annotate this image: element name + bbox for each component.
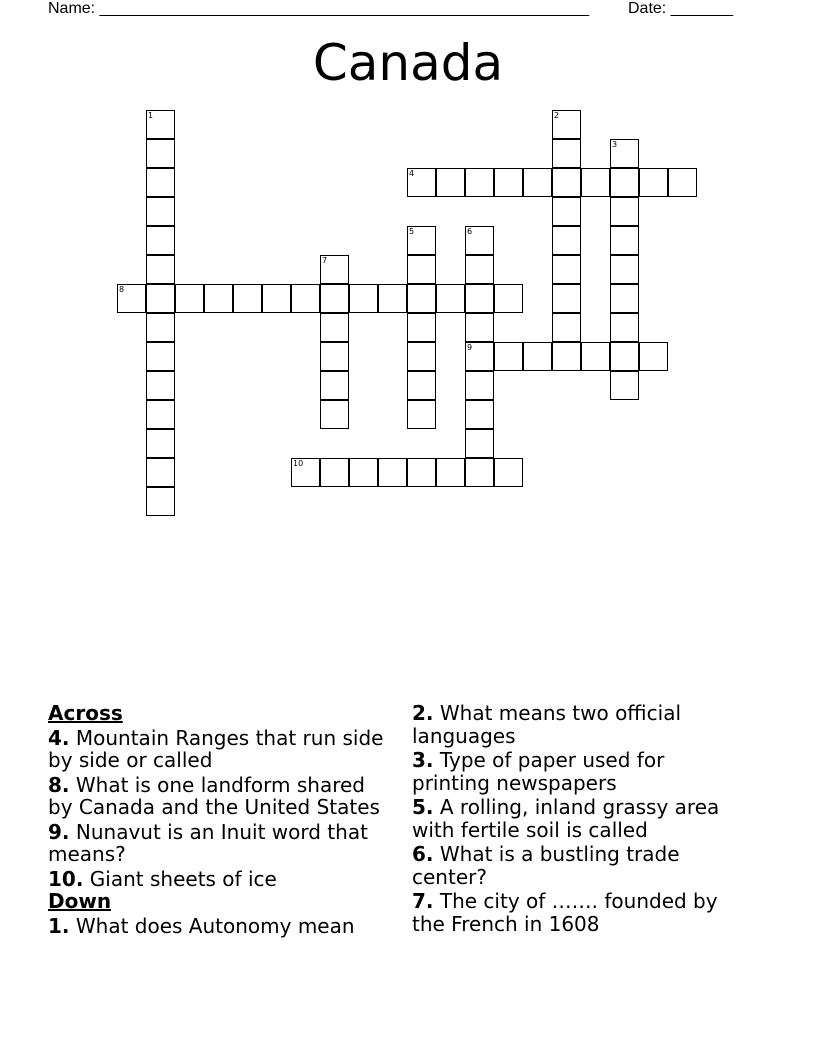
crossword-cell[interactable] (610, 342, 639, 371)
clue-number: 3. (412, 748, 434, 772)
clue-text: A rolling, inland grassy area with fertile soil is called (412, 795, 720, 842)
crossword-cell[interactable] (378, 458, 407, 487)
clue-number: 4. (48, 725, 70, 750)
cell-number: 4 (409, 169, 415, 178)
clue-number: 7. (412, 889, 434, 913)
crossword-cell[interactable] (291, 458, 320, 487)
cell-number: 5 (409, 227, 415, 236)
crossword-cell[interactable] (436, 284, 465, 313)
crossword-cell[interactable] (610, 284, 639, 313)
crossword-cell[interactable] (465, 458, 494, 487)
crossword-cell[interactable] (320, 458, 349, 487)
crossword-cell[interactable] (407, 255, 436, 284)
clue-text: Giant sheets of ice (89, 866, 277, 891)
crossword-cell[interactable] (407, 458, 436, 487)
clue-number: 8. (48, 772, 70, 797)
crossword-cell[interactable] (465, 313, 494, 342)
crossword-cell[interactable] (494, 168, 523, 197)
down-heading: Down (48, 889, 112, 913)
crossword-cell[interactable] (407, 226, 436, 255)
clue-text: Mountain Ranges that run side by side or called (48, 725, 384, 772)
clues-right-column (412, 702, 742, 937)
crossword-cell[interactable] (523, 168, 552, 197)
crossword-cell[interactable] (494, 342, 523, 371)
cell-number: 7 (322, 256, 328, 265)
across-heading: Across (48, 701, 123, 725)
crossword-cell[interactable] (610, 313, 639, 342)
crossword-cell[interactable] (610, 226, 639, 255)
clue-text: What does Autonomy mean (75, 913, 355, 938)
crossword-cell[interactable] (581, 342, 610, 371)
crossword-cell[interactable] (552, 284, 581, 313)
crossword-cell[interactable] (668, 168, 697, 197)
clue-number: 6. (412, 842, 434, 866)
crossword-cell[interactable] (465, 226, 494, 255)
crossword-cell[interactable] (639, 168, 668, 197)
crossword-cell[interactable] (320, 313, 349, 342)
clue-number: 1. (48, 913, 70, 938)
crossword-cell[interactable] (610, 168, 639, 197)
crossword-cell[interactable] (146, 139, 175, 168)
cell-number: 6 (467, 227, 473, 236)
crossword-cell[interactable] (146, 400, 175, 429)
crossword-cell[interactable] (291, 284, 320, 313)
clue-down-7 (412, 890, 742, 935)
cell-number: 1 (148, 111, 154, 120)
clue-down-6 (412, 843, 742, 888)
crossword-cell[interactable] (146, 110, 175, 139)
crossword-cell[interactable] (175, 284, 204, 313)
crossword-cell[interactable] (610, 371, 639, 400)
crossword-cell[interactable] (320, 342, 349, 371)
crossword-cell[interactable] (610, 255, 639, 284)
crossword-cell[interactable] (639, 342, 668, 371)
crossword-cell[interactable] (610, 197, 639, 226)
crossword-cell[interactable] (494, 284, 523, 313)
cell-number: 10 (293, 459, 304, 468)
crossword-cell[interactable] (320, 255, 349, 284)
crossword-cell[interactable] (407, 400, 436, 429)
clue-down-5 (412, 796, 742, 841)
date-field-label: Date: _______ (628, 0, 733, 17)
crossword-cell[interactable] (407, 371, 436, 400)
clue-down-2 (412, 702, 742, 747)
clue-text: What is one landform shared by Canada and the United States (48, 772, 380, 819)
crossword-cell[interactable] (320, 284, 349, 313)
clue-number: 10. (48, 866, 84, 891)
clue-number: 2. (412, 701, 434, 725)
crossword-cell[interactable] (465, 400, 494, 429)
clue-across-8 (48, 774, 393, 819)
clue-across-9 (48, 821, 393, 866)
clue-text: What is a bustling trade center? (412, 842, 680, 889)
crossword-cell[interactable] (146, 226, 175, 255)
crossword-cell[interactable] (552, 342, 581, 371)
crossword-cell[interactable] (378, 284, 407, 313)
crossword-cell[interactable] (407, 284, 436, 313)
crossword-cell[interactable] (465, 255, 494, 284)
crossword-cell[interactable] (523, 342, 552, 371)
crossword-cell[interactable] (436, 458, 465, 487)
cell-number: 9 (467, 343, 473, 352)
name-field-label: Name: _______________________________________________________ (48, 0, 589, 17)
crossword-cell[interactable] (407, 168, 436, 197)
crossword-cell[interactable] (465, 284, 494, 313)
crossword-cell[interactable] (494, 458, 523, 487)
clue-number: 5. (412, 795, 434, 819)
crossword-cell[interactable] (320, 400, 349, 429)
crossword-cell[interactable] (146, 168, 175, 197)
crossword-cell[interactable] (146, 487, 175, 516)
crossword-cell[interactable] (552, 197, 581, 226)
crossword-cell[interactable] (320, 371, 349, 400)
crossword-cell[interactable] (146, 313, 175, 342)
crossword-cell[interactable] (262, 284, 291, 313)
clues-left-column (48, 702, 393, 939)
crossword-cell[interactable] (146, 371, 175, 400)
crossword-cell[interactable] (581, 168, 610, 197)
crossword-cell[interactable] (465, 429, 494, 458)
crossword-cell[interactable] (465, 371, 494, 400)
clue-text: What means two official languages (412, 701, 682, 748)
clue-text: The city of ……. founded by the French in 1608 (412, 889, 718, 936)
crossword-cell[interactable] (146, 458, 175, 487)
crossword-cell[interactable] (349, 458, 378, 487)
crossword-cell[interactable] (407, 313, 436, 342)
crossword-cell[interactable] (349, 284, 378, 313)
crossword-cell[interactable] (146, 197, 175, 226)
crossword-cell[interactable] (552, 139, 581, 168)
crossword-cell[interactable] (146, 342, 175, 371)
clue-down-3 (412, 749, 742, 794)
clue-text: Nunavut is an Inuit word that means? (48, 819, 368, 866)
clue-down-1 (48, 915, 393, 938)
crossword-cell[interactable] (552, 255, 581, 284)
cell-number: 2 (554, 111, 560, 120)
crossword-cell[interactable] (146, 255, 175, 284)
clue-across-4 (48, 727, 393, 772)
crossword-cell[interactable] (436, 168, 465, 197)
cell-number: 8 (119, 285, 125, 294)
clue-text: Type of paper used for printing newspapers (412, 748, 665, 795)
clue-number: 9. (48, 819, 70, 844)
crossword-cell[interactable] (146, 429, 175, 458)
crossword-cell[interactable] (407, 342, 436, 371)
page-title: Canada (312, 34, 504, 92)
crossword-cell[interactable] (552, 226, 581, 255)
crossword-cell[interactable] (465, 342, 494, 371)
cell-number: 3 (612, 140, 618, 149)
crossword-cell[interactable] (146, 284, 175, 313)
crossword-cell[interactable] (552, 110, 581, 139)
crossword-cell[interactable] (117, 284, 146, 313)
crossword-cell[interactable] (610, 139, 639, 168)
clue-across-10 (48, 868, 393, 891)
crossword-cell[interactable] (465, 168, 494, 197)
crossword-cell[interactable] (204, 284, 233, 313)
crossword-cell[interactable] (552, 168, 581, 197)
crossword-cell[interactable] (233, 284, 262, 313)
crossword-cell[interactable] (552, 313, 581, 342)
